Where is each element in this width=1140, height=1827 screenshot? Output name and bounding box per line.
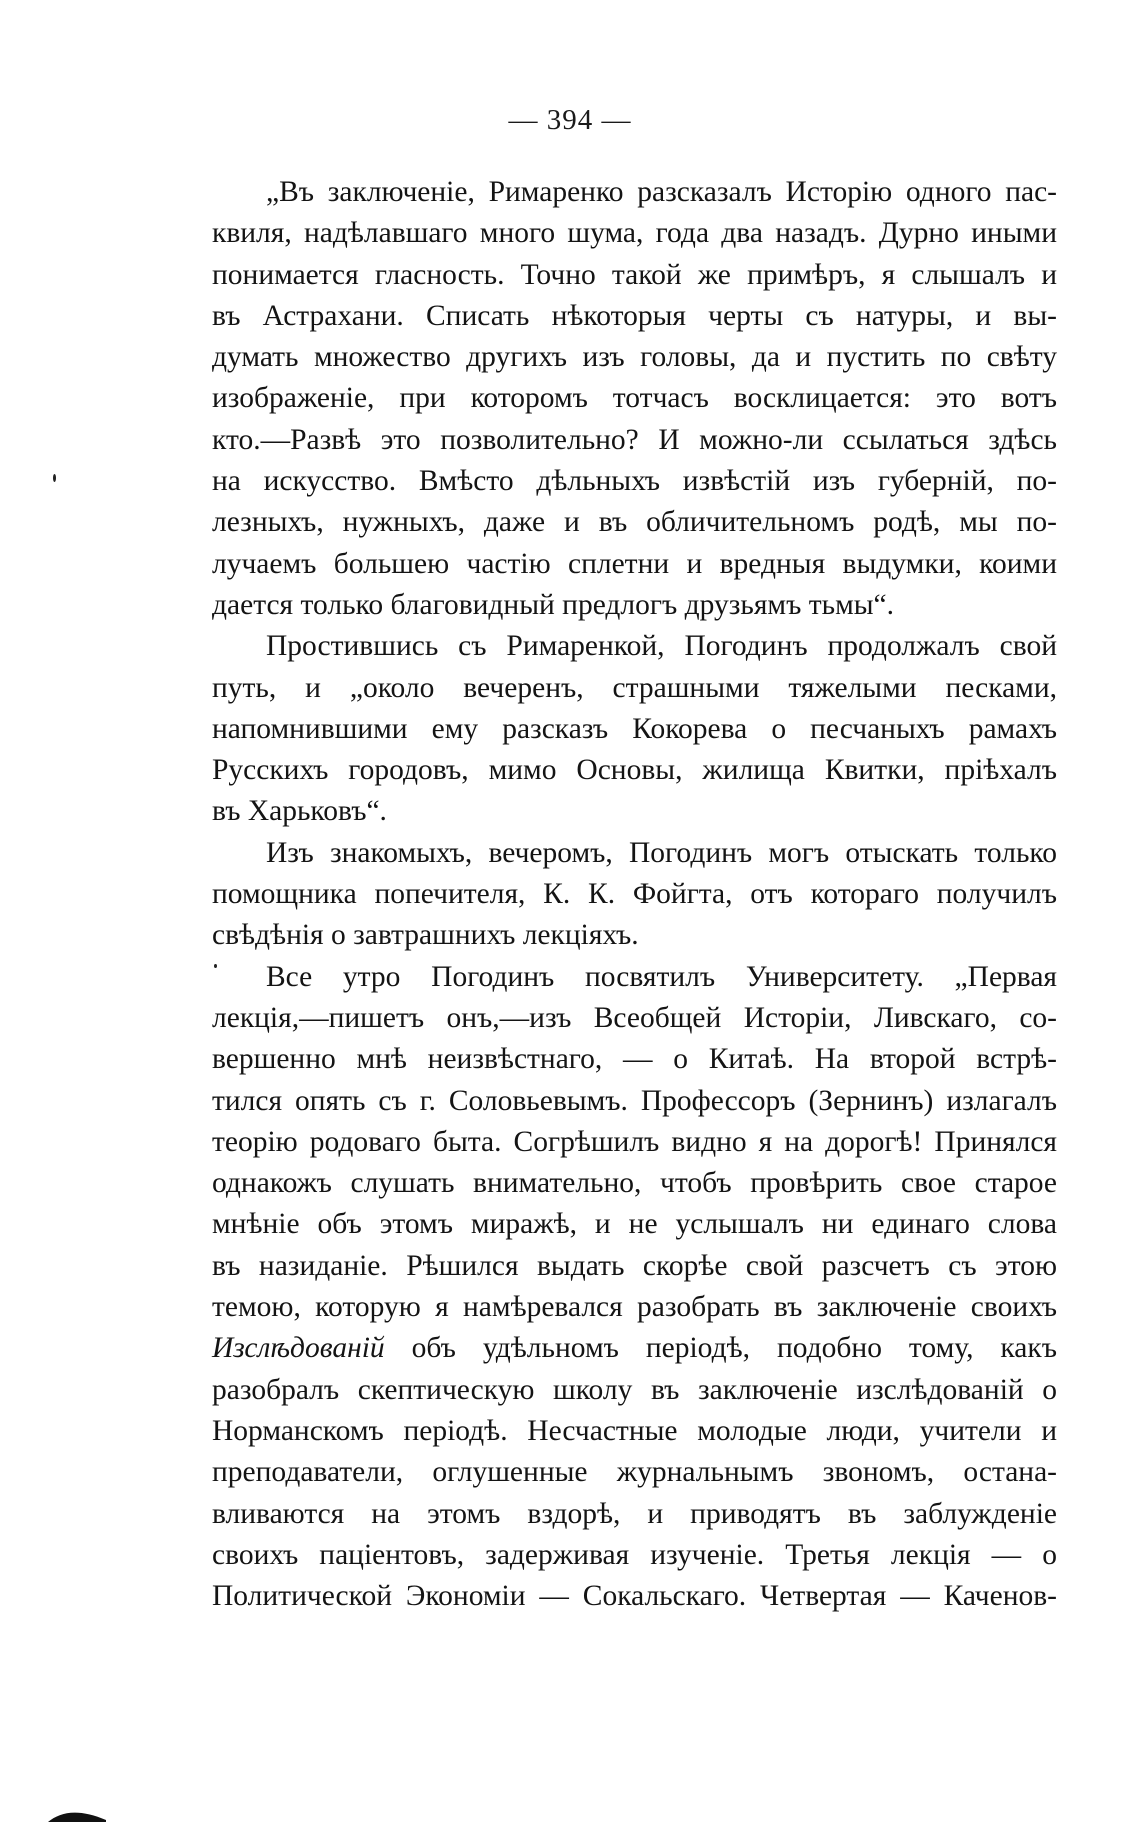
text-line: своихъ паціентовъ, задерживая изученіе. Третья лекція — о [212, 1538, 1057, 1571]
text-line: однакожъ слушать внимательно, чтобъ провѣрить свое старое [212, 1167, 1057, 1200]
text-line: квиля, надѣлавшаго много шума, года два назадъ. Дурно иными [212, 217, 1057, 250]
text-line: помощника попечителя, К. К. Фойгта, отъ котораго получилъ [212, 878, 1057, 911]
paragraph [212, 957, 1057, 1618]
text-line: мнѣніе объ этомъ миражѣ, и не услышалъ ни единаго слова [212, 1208, 1057, 1241]
text-line: вершенно мнѣ неизвѣстнаго, — о Китаѣ. На второй встрѣ- [212, 1043, 1057, 1076]
text-line: въ Астрахани. Списать нѣкоторыя черты съ натуры, и вы- [212, 299, 1057, 332]
text-line: Простившись съ Римаренкой, Погодинъ продолжалъ свой [266, 630, 1057, 663]
text-line: лучаемъ большею частію сплетни и вредныя выдумки, коими [212, 547, 1057, 580]
text-line: свѣдѣнія о завтрашнихъ лекціяхъ. [212, 919, 639, 952]
scan-speck [53, 474, 56, 482]
text-line: теорію родоваго быта. Согрѣшилъ видно я на дорогѣ! Принялся [212, 1125, 1057, 1158]
text-line: изображеніе, при которомъ тотчасъ восклицается: это вотъ [212, 382, 1057, 415]
text-line: напомнившими ему разсказъ Кокорева о песчаныхъ рамахъ [212, 712, 1057, 745]
text-line: темою, которую я намѣревался разобрать въ заключеніе своихъ [212, 1291, 1057, 1324]
italic-title: Изслѣдованій [212, 1332, 385, 1365]
text-line: дается только благовидный предлогъ друзьямъ тьмы“. [212, 588, 895, 621]
text-line: понимается гласность. Точно такой же примѣръ, я слышалъ и [212, 258, 1057, 291]
text-line: Норманскомъ періодѣ. Несчастные молодые люди, учители и [212, 1414, 1057, 1447]
text-line: лекція,—пишетъ онъ,—изъ Всеобщей Исторіи, Ливскаго, со- [212, 1001, 1057, 1034]
text-line: разобралъ скептическую школу въ заключеніе изслѣдованій о [212, 1373, 1057, 1406]
text-line: Русскихъ городовъ, мимо Основы, жилища Квитки, пріѣхалъ [212, 754, 1057, 787]
text-line-italic-term [212, 1328, 1057, 1369]
text-line: на искусство. Вмѣсто дѣльныхъ извѣстій изъ губерній, по- [212, 465, 1057, 498]
text-line: думать множество другихъ изъ головы, да и пустить по свѣту [212, 341, 1057, 374]
scan-speck [214, 964, 217, 968]
text-line: Политической Экономіи — Сокальскаго. Четвертая — Каченов- [212, 1580, 1057, 1613]
paragraph [212, 626, 1057, 832]
page-number: — 394 — [508, 104, 632, 136]
text-line: вливаются на этомъ вздорѣ, и приводятъ въ заблужденіе [212, 1497, 1057, 1530]
text-line: Все утро Погодинъ посвятилъ Университету. „Первая [266, 960, 1057, 993]
text-line: Изъ знакомыхъ, вечеромъ, Погодинъ могъ отыскать только [266, 836, 1057, 869]
text-line: тился опять съ г. Соловьевымъ. Профессоръ (Зернинъ) излагалъ [212, 1084, 1057, 1117]
text-line: кто.—Развѣ это позволительно? И можно-ли ссылаться здѣсь [212, 423, 1057, 456]
text-fragment: объ удѣльномъ періодѣ, подобно тому, какъ [384, 1332, 1057, 1365]
paragraph [212, 833, 1057, 957]
text-line: „Въ заключеніе, Римаренко разсказалъ Исторію одного пас- [266, 176, 1057, 208]
text-line: въ назиданіе. Рѣшился выдать скорѣе свой разсчетъ съ этою [212, 1249, 1057, 1282]
text-line: въ Харьковъ“. [212, 795, 387, 828]
paragraph [212, 172, 1057, 626]
scan-edge-mark [48, 1806, 106, 1822]
text-line: лезныхъ, нужныхъ, даже и въ обличительномъ родѣ, мы по- [212, 506, 1057, 539]
text-line: путь, и „около вечеренъ, страшными тяжелыми песками, [212, 671, 1057, 704]
body-text [212, 172, 1057, 1617]
text-line: преподаватели, оглушенные журнальнымъ звономъ, останa- [212, 1456, 1057, 1489]
